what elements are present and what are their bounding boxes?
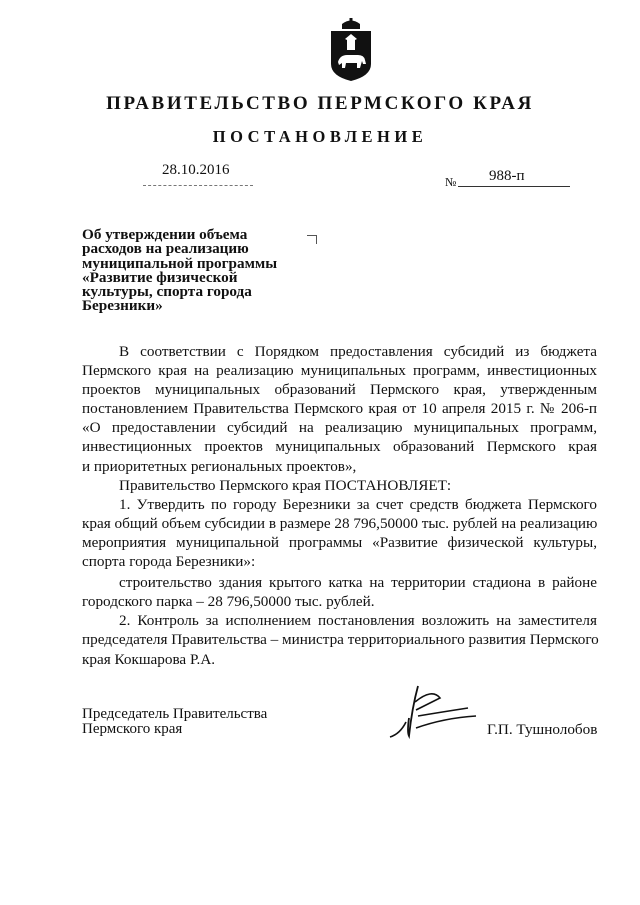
body-line: постановлением Правительства Пермского края от 10 апреля 2015 г. № 206-п [82, 400, 597, 418]
body-line: 2. Контроль за исполнением постановления возложить на заместителя [119, 612, 597, 630]
body-line: строительство здания крытого катка на территории стадиона в районе [119, 574, 597, 592]
body-line: 1. Утвердить по городу Березники за счет средств бюджета Пермского [119, 495, 597, 513]
document-type: ПОСТАНОВЛЕНИЕ [212, 127, 428, 146]
subject-line: муниципальной программы [82, 254, 278, 272]
subject-line: Об утверждении объема [82, 226, 248, 243]
body-line: края Кокшарова Р.А. [82, 650, 216, 668]
position-line: Председатель Правительства [82, 706, 268, 722]
document-subject [82, 228, 312, 314]
document-number: 988-п [489, 168, 525, 184]
date-underline [143, 185, 253, 186]
item-1-detail [82, 573, 597, 611]
document-date: 28.10.2016 [162, 162, 230, 178]
body-line: инвестиционных проектов муниципальных образований Пермского края [82, 438, 597, 456]
position-line: Пермского края [82, 720, 183, 737]
body-line: городского парка – 28 796,50000 тыс. рублей. [82, 593, 375, 611]
body-line: и приоритетных региональных проектов», [82, 457, 357, 475]
body-line: В соответствии с Порядком предоставления субсидий из бюджета [119, 343, 597, 360]
body-line: спорта города Березники»: [82, 553, 256, 571]
body-line: Пермского края на реализацию муниципальных программ, инвестиционных [82, 362, 597, 380]
item-2 [82, 611, 597, 668]
government-title: ПРАВИТЕЛЬСТВО ПЕРМСКОГО КРАЯ [106, 93, 534, 114]
body-line: края общий объем субсидии в размере 28 796,50000 тыс. рублей на реализацию [82, 514, 598, 532]
preamble [82, 342, 597, 476]
corner-mark [307, 235, 317, 244]
decree-line: Правительство Пермского края ПОСТАНОВЛЯЕТ: [119, 476, 452, 494]
handwritten-signature [382, 682, 482, 740]
subject-line: расходов на реализацию [82, 240, 249, 258]
body-line: председателя Правительства – министра территориального развития Пермского [82, 631, 599, 649]
subject-line: культуры, спорта города [82, 283, 252, 301]
body-line: проектов муниципальных образований Пермского края, утвержденным [82, 381, 597, 399]
body-line: «О предоставлении субсидий на реализацию муниципальных программ, [82, 419, 597, 437]
number-label: № [445, 175, 457, 189]
item-1 [82, 495, 597, 571]
coat-of-arms-icon [328, 18, 374, 82]
subject-line: «Развитие физической [82, 268, 238, 286]
body-line: мероприятия муниципальной программы «Развитие физической культуры, [82, 533, 597, 551]
document-body [82, 342, 597, 669]
signatory-name: Г.П. Тушнолобов [487, 721, 598, 738]
signatory-position [82, 707, 267, 736]
subject-line: Березники» [82, 297, 163, 315]
number-underline [458, 186, 570, 187]
